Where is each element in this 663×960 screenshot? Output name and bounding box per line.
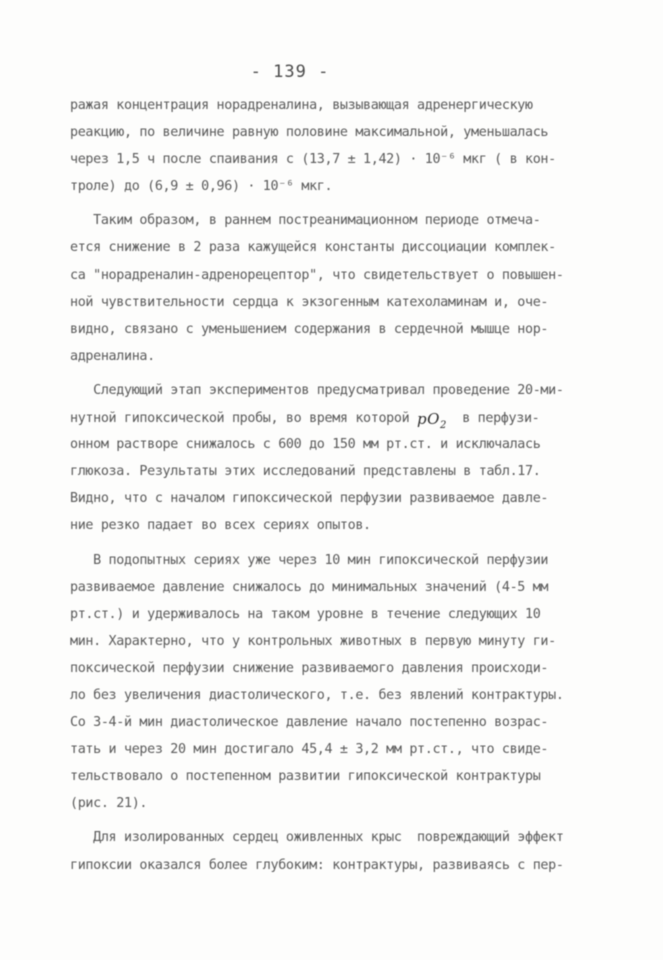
text-segment: нутной гипоксической пробы, во время которой	[70, 411, 418, 427]
text-line: (рис. 21).	[70, 796, 148, 812]
body-text	[70, 92, 610, 879]
text-line: ной чувствительности сердца к экзогенным катехоламинам и, оче-	[70, 294, 549, 310]
text-line: развиваемое давление снижалось до минимальных значений (4-5 мм	[70, 579, 549, 595]
paragraph-1	[70, 92, 610, 200]
text-line: глюкоза. Результаты этих исследований представлены в табл.17.	[70, 464, 541, 480]
text-line: видно, связано с уменьшением содержания в сердечной мышце нор-	[70, 321, 549, 337]
text-line: ло без увеличения диастолического, т.е. без явлений контрактуры.	[70, 687, 564, 703]
text-line: онном растворе снижалось с 600 до 150 мм рт.ст. и исключалась	[70, 437, 541, 453]
text-line: Таким образом, в раннем постреанимационном периоде отмеча-	[70, 213, 541, 229]
handwritten-po2-annotation: $pO_2$	[417, 410, 447, 432]
text-line: через 1,5 ч после спаивания с (13,7 ± 1,42) · 10⁻⁶ мкг ( в кон-	[70, 152, 556, 168]
text-line-with-annotation	[70, 404, 610, 431]
paragraph-2	[70, 207, 610, 370]
text-line: са "норадреналин-адренорецептор", что свидетельствует о повышен-	[70, 267, 564, 283]
text-line: реакцию, по величине равную половине максимальной, уменьшалась	[70, 125, 549, 141]
text-line: В подопытных сериях уже через 10 мин гипоксической перфузии	[70, 552, 549, 568]
text-line: ние резко падает во всех сериях опытов.	[70, 518, 371, 534]
text-line: Для изолированных сердец оживленных крыс повреждающий эффект	[70, 830, 564, 846]
text-line: гипоксии оказался более глубоким: контрактуры, развиваясь с пер-	[70, 857, 564, 873]
text-line: рт.ст.) и удерживалось на таком уровне в течение следующих 10	[70, 606, 541, 622]
text-line: Со 3-4-й мин диастолическое давление начало постепенно возрас-	[70, 715, 549, 731]
text-line: ется снижение в 2 раза кажущейся константы диссоциации комплек-	[70, 240, 556, 256]
paragraph-3	[70, 377, 610, 540]
text-line: Видно, что с началом гипоксической перфузии развиваемое давле-	[70, 491, 549, 507]
text-line: Следующий этап экспериментов предусматривал проведение 20-ми-	[70, 382, 564, 398]
text-line: мин. Характерно, что у контрольных животных в первую минуту ги-	[70, 633, 556, 649]
text-line: тать и через 20 мин достигало 45,4 ± 3,2 мм рт.ст., что свиде-	[70, 742, 549, 758]
text-line: тельствовало о постепенном развитии гипоксической контрактуры	[70, 769, 541, 785]
paragraph-4	[70, 547, 610, 818]
text-line: троле) до (6,9 ± 0,96) · 10⁻⁶ мкг.	[70, 179, 333, 195]
page-number: - 139 -	[250, 62, 330, 82]
text-line: адреналина.	[70, 348, 155, 364]
text-line: поксической перфузии снижение развиваемого давления происходи-	[70, 660, 549, 676]
text-segment: в перфузи-	[446, 411, 540, 427]
paragraph-5	[70, 824, 610, 878]
text-line: ражая концентрация норадреналина, вызывающая адренергическую	[70, 98, 533, 113]
